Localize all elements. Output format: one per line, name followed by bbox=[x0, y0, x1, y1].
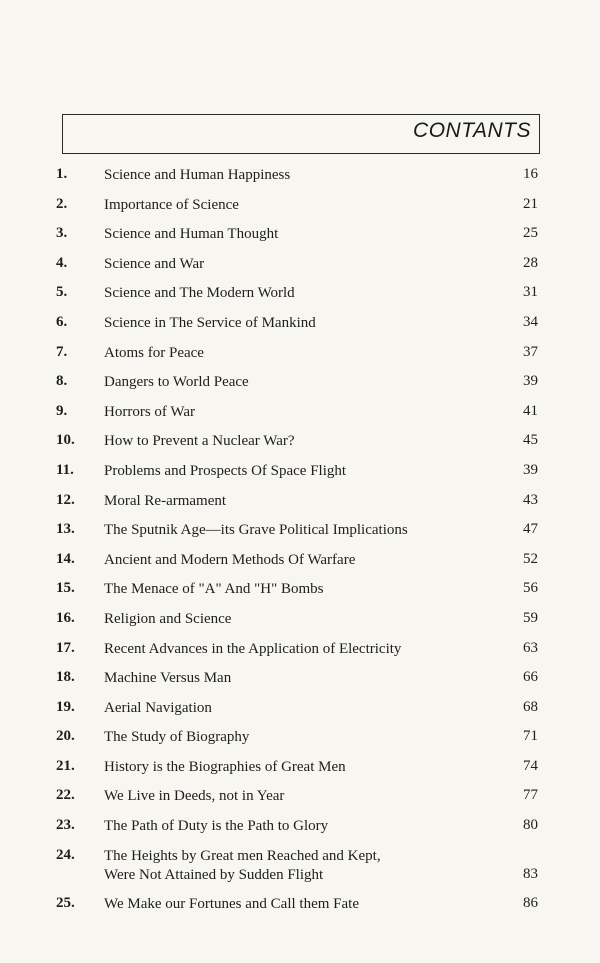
entry-title: How to Prevent a Nuclear War? bbox=[104, 433, 295, 450]
entry-number: 4. bbox=[56, 254, 68, 271]
entry-title: Science and Human Happiness bbox=[104, 167, 291, 183]
entry-number: 1. bbox=[56, 166, 68, 182]
entry-page: 37 bbox=[523, 343, 538, 360]
toc-entry bbox=[0, 251, 600, 281]
entry-title: The Study of Biography bbox=[104, 729, 250, 746]
toc-entry bbox=[0, 665, 600, 695]
toc-entry bbox=[0, 724, 600, 754]
toc-entry bbox=[0, 428, 600, 458]
entry-page: 47 bbox=[523, 521, 538, 538]
toc-entry bbox=[0, 576, 600, 606]
entry-title: Horrors of War bbox=[104, 403, 195, 420]
entry-title bbox=[104, 847, 504, 885]
entry-number: 15. bbox=[56, 580, 75, 597]
entry-title: We Live in Deeds, not in Year bbox=[104, 788, 285, 805]
entry-number: 5. bbox=[56, 284, 68, 301]
entry-page: 34 bbox=[523, 313, 538, 330]
entry-number: 9. bbox=[56, 402, 68, 419]
entry-number: 17. bbox=[56, 639, 75, 656]
entry-title: The Path of Duty is the Path to Glory bbox=[104, 818, 329, 835]
entry-number: 24. bbox=[56, 846, 75, 863]
entry-title: The Menace of "A" And "H" Bombs bbox=[104, 581, 324, 598]
toc-entry bbox=[0, 813, 600, 843]
entry-number: 14. bbox=[56, 550, 75, 567]
entry-page: 25 bbox=[523, 225, 538, 242]
entry-page: 28 bbox=[523, 254, 538, 271]
toc-entry bbox=[0, 843, 600, 891]
toc-entry bbox=[0, 310, 600, 340]
entry-title: Machine Versus Man bbox=[104, 670, 232, 687]
toc-entry bbox=[0, 606, 600, 636]
entry-title: Atoms for Peace bbox=[104, 344, 204, 361]
entry-number: 8. bbox=[56, 373, 68, 390]
entry-page: 45 bbox=[523, 432, 538, 449]
entry-title: Dangers to World Peace bbox=[104, 374, 249, 391]
entry-number: 10. bbox=[56, 432, 75, 449]
toc-entry bbox=[0, 221, 600, 251]
toc-entry bbox=[0, 399, 600, 429]
toc-entry bbox=[0, 695, 600, 725]
entry-page: 59 bbox=[523, 609, 538, 626]
entry-page: 39 bbox=[523, 373, 538, 390]
entry-page: 80 bbox=[523, 817, 538, 834]
toc-entry bbox=[0, 488, 600, 518]
entry-title: The Sputnik Age—its Grave Political Implications bbox=[104, 522, 408, 539]
entry-number: 7. bbox=[56, 343, 68, 360]
toc-entry bbox=[0, 280, 600, 310]
toc-entry bbox=[0, 754, 600, 784]
entry-page: 16 bbox=[523, 166, 538, 182]
entry-page: 63 bbox=[523, 639, 538, 656]
toc-entry bbox=[0, 891, 600, 921]
entry-page: 21 bbox=[523, 195, 538, 212]
entry-number: 12. bbox=[56, 491, 75, 508]
entry-page: 41 bbox=[523, 402, 538, 419]
entry-page: 43 bbox=[523, 491, 538, 508]
entry-number: 16. bbox=[56, 609, 75, 626]
entry-page: 83 bbox=[523, 865, 538, 882]
toc-entry bbox=[0, 547, 600, 577]
entry-title: Ancient and Modern Methods Of Warfare bbox=[104, 551, 356, 568]
entry-number: 19. bbox=[56, 698, 75, 715]
entry-title: We Make our Fortunes and Call them Fate bbox=[104, 895, 359, 912]
contents-header-box bbox=[62, 114, 540, 154]
toc-list bbox=[0, 162, 600, 920]
toc-entry bbox=[0, 458, 600, 488]
contents-title: CONTANTS bbox=[413, 119, 531, 142]
entry-page: 31 bbox=[523, 284, 538, 301]
entry-title: Science and Human Thought bbox=[104, 226, 279, 243]
entry-title: Science in The Service of Mankind bbox=[104, 314, 316, 331]
entry-title: Moral Re-armament bbox=[104, 492, 227, 509]
entry-number: 23. bbox=[56, 817, 75, 834]
entry-title: Importance of Science bbox=[104, 196, 239, 213]
entry-page: 68 bbox=[523, 698, 538, 715]
entry-title: Religion and Science bbox=[104, 610, 232, 627]
entry-page: 39 bbox=[523, 461, 538, 478]
entry-number: 20. bbox=[56, 728, 75, 745]
toc-entry bbox=[0, 162, 600, 192]
toc-entry bbox=[0, 340, 600, 370]
toc-entry bbox=[0, 517, 600, 547]
entry-page: 77 bbox=[523, 787, 538, 804]
entry-number: 22. bbox=[56, 787, 75, 804]
entry-number: 21. bbox=[56, 757, 75, 774]
entry-title: History is the Biographies of Great Men bbox=[104, 758, 346, 775]
entry-page: 86 bbox=[523, 894, 538, 911]
entry-page: 66 bbox=[523, 669, 538, 686]
entry-page: 71 bbox=[523, 728, 538, 745]
entry-title-line-1: The Heights by Great men Reached and Kept, bbox=[104, 847, 381, 864]
entry-number: 18. bbox=[56, 669, 75, 686]
entry-title: Problems and Prospects Of Space Flight bbox=[104, 462, 347, 479]
entry-title: Recent Advances in the Application of Electricity bbox=[104, 640, 402, 657]
toc-entry bbox=[0, 636, 600, 666]
entry-number: 3. bbox=[56, 225, 68, 242]
entry-number: 25. bbox=[56, 894, 75, 911]
entry-title: Aerial Navigation bbox=[104, 699, 212, 716]
toc-entry bbox=[0, 192, 600, 222]
entry-number: 2. bbox=[56, 195, 68, 212]
entry-page: 56 bbox=[523, 580, 538, 597]
entry-number: 6. bbox=[56, 313, 68, 330]
entry-title: Science and The Modern World bbox=[104, 285, 295, 302]
entry-number: 11. bbox=[56, 461, 74, 478]
entry-title: Science and War bbox=[104, 255, 205, 272]
toc-entry bbox=[0, 369, 600, 399]
entry-number: 13. bbox=[56, 521, 75, 538]
entry-page: 52 bbox=[523, 550, 538, 567]
entry-page: 74 bbox=[523, 757, 538, 774]
toc-entry bbox=[0, 783, 600, 813]
entry-title-line-2: Were Not Attained by Sudden Flight bbox=[104, 866, 324, 883]
